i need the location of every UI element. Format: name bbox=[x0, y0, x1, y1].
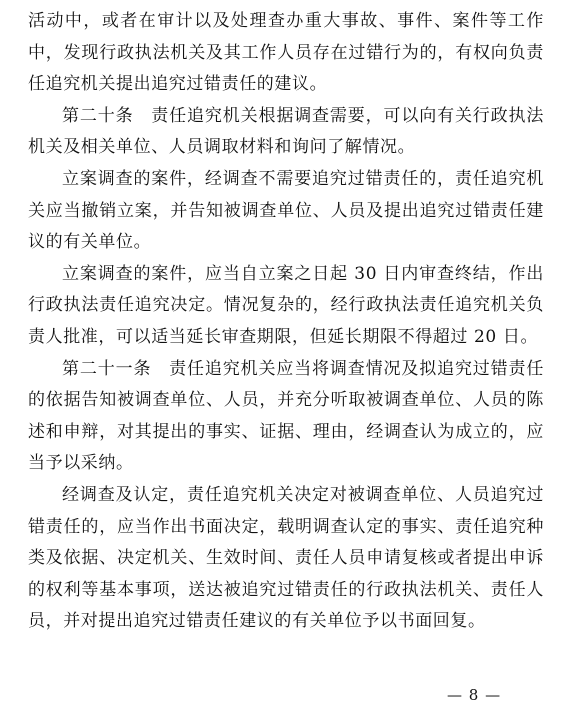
paragraph-written-decision: 经调查及认定，责任追究机关决定对被调查单位、人员追究过错责任的，应当作出书面决定，载明调查认定的事实、责任追究种类及依据、决定机关、生效时间、责任人员申请复核或者提出申诉的权利等基本事项，送达被追究过错责任的行政执法机关、责任人员，并对提出追究过错责任建议的有关单位予以书面回复。 bbox=[28, 484, 544, 632]
document-body bbox=[28, 6, 544, 638]
paragraph-article-21: 第二十一条 责任追究机关应当将调查情况及拟追究过错责任的依据告知被调查单位、人员，并充分听取被调查单位、人员的陈述和申辩，对其提出的事实、证据、理由，经调查认为成立的，应当予以采纳。 bbox=[28, 358, 544, 474]
page-number: — 8 — bbox=[447, 686, 502, 704]
paragraph-review-deadline: 立案调查的案件，应当自立案之日起 30 日内审查终结，作出行政执法责任追究决定。情况复杂的，经行政执法责任追究机关负责人批准，可以适当延长审查期限，但延长期限不得超过 20 日。 bbox=[28, 263, 544, 347]
paragraph-article-20: 第二十条 责任追究机关根据调查需要，可以向有关行政执法机关及相关单位、人员调取材料和询问了解情况。 bbox=[28, 105, 544, 158]
paragraph-continuation: 活动中，或者在审计以及处理查办重大事故、事件、案件等工作中，发现行政执法机关及其工作人员存在过错行为的，有权向负责任追究机关提出追究过错责任的建议。 bbox=[28, 11, 544, 95]
paragraph-revoke-filing: 立案调查的案件，经调查不需要追究过错责任的，责任追究机关应当撤销立案，并告知被调查单位、人员及提出追究过错责任建议的有关单位。 bbox=[28, 168, 544, 253]
